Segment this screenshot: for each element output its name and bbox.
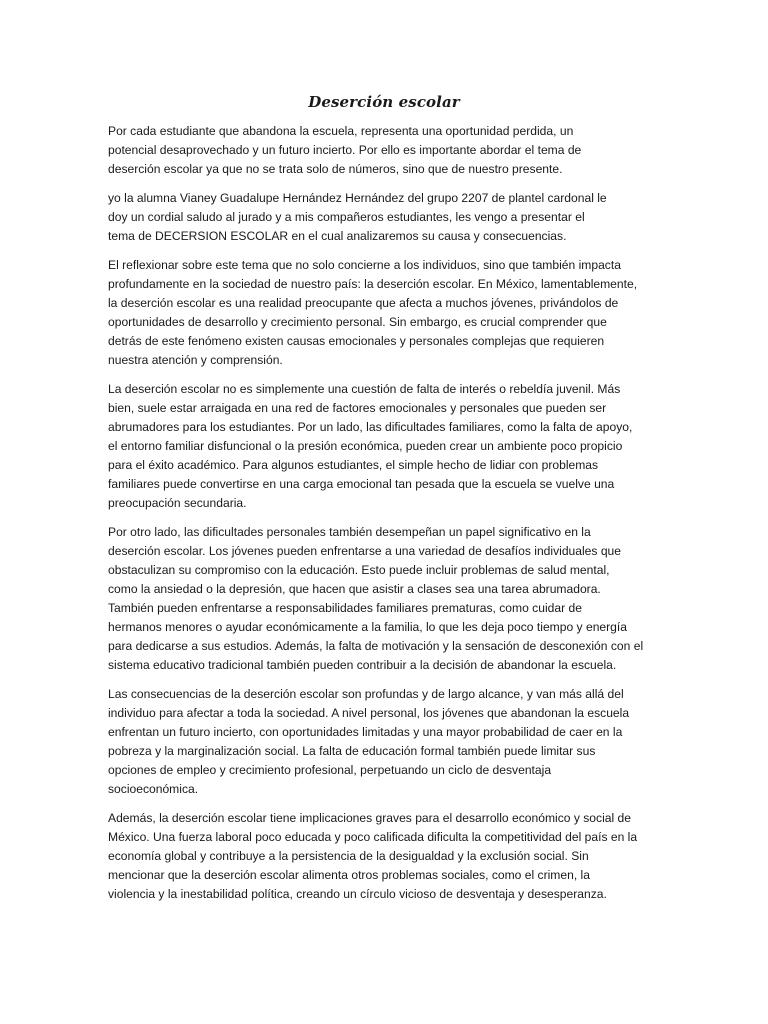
paragraph-line: También pueden enfrentarse a responsabilidades familiares prematuras, como cuidar de [108,601,582,615]
paragraph-consequences [108,685,668,799]
paragraph-line: preocupación secundaria. [108,496,247,510]
paragraph-line: hermanos menores o ayudar económicamente a la familia, lo que les deja poco tiempo y energía [108,620,627,634]
paragraph-line: para dedicarse a sus estudios. Además, la falta de motivación y la sensación de desconexión con el [108,639,644,653]
paragraph-line: deserción escolar ya que no se trata solo de números, sino que de nuestro presente. [108,162,563,176]
paragraph-line: sistema educativo tradicional también pueden contribuir a la decisión de abandonar la escuela. [108,658,617,672]
paragraph-line: México. Una fuerza laboral poco educada y poco calificada dificulta la competitividad del país en la [108,830,638,844]
document-body [108,122,668,914]
paragraph-line: nuestra atención y comprensión. [108,353,283,367]
paragraph-line: Además, la deserción escolar tiene implicaciones graves para el desarrollo económico y social de [108,811,631,825]
paragraph-line: bien, suele estar arraigada en una red de factores emocionales y personales que pueden ser [108,401,607,415]
paragraph-line: abrumadores para los estudiantes. Por un lado, las dificultades familiares, como la falta de apoyo, [108,420,633,434]
paragraph-line: Por cada estudiante que abandona la escuela, representa una oportunidad perdida, un [108,124,574,138]
paragraph-line: el entorno familiar disfuncional o la presión económica, pueden crear un ambiente poco propicio [108,439,623,453]
paragraph-line: violencia y la inestabilidad política, creando un círculo vicioso de desventaja y desesperanza. [108,887,607,901]
paragraph-line: El reflexionar sobre este tema que no solo concierne a los individuos, sino que también impacta [108,258,621,272]
paragraph-line: socioeconómica. [108,782,199,796]
paragraph-line: como la ansiedad o la depresión, que hacen que asistir a clases sea una tarea abrumadora. [108,582,601,596]
paragraph-causes [108,380,668,513]
paragraph-line: detrás de este fenómeno existen causas emocionales y personales complejas que requieren [108,334,605,348]
paragraph-line: Las consecuencias de la deserción escolar son profundas y de largo alcance, y van más allá del [108,687,624,701]
paragraph-line: individuo para afectar a toda la sociedad. A nivel personal, los jóvenes que abandonan la escuela [108,706,630,720]
paragraph-personal-difficulties [108,523,668,675]
paragraph-line: deserción escolar. Los jóvenes pueden enfrentarse a una variedad de desafíos individuales que [108,544,621,558]
paragraph-reflection [108,256,668,370]
paragraph-line: pobreza y la marginalización social. La falta de educación formal también puede limitar sus [108,744,596,758]
paragraph-line: obstaculizan su compromiso con la educación. Esto puede incluir problemas de salud mental, [108,563,610,577]
paragraph-line: enfrentan un futuro incierto, con oportunidades limitadas y una mayor probabilidad de caer en la [108,725,623,739]
paragraph-line: la deserción escolar es una realidad preocupante que afecta a muchos jóvenes, privándolos de [108,296,619,310]
paragraph-implications [108,809,668,904]
paragraph-line: tema de DECERSION ESCOLAR en el cual analizaremos su causa y consecuencias. [108,229,567,243]
paragraph-line: La deserción escolar no es simplemente una cuestión de falta de interés o rebeldía juvenil. Más [108,382,621,396]
paragraph-line: profundamente en la sociedad de nuestro país: la deserción escolar. En México, lamentablemente, [108,277,638,291]
paragraph-line: mencionar que la deserción escolar alimenta otros problemas sociales, como el crimen, la [108,868,590,882]
paragraph-line: para el éxito académico. Para algunos estudiantes, el simple hecho de lidiar con problemas [108,458,599,472]
paragraph-line: familiares puede convertirse en una carga emocional tan pesada que la escuela se vuelve una [108,477,615,491]
paragraph-line: oportunidades de desarrollo y crecimiento personal. Sin embargo, es crucial comprender que [108,315,607,329]
paragraph-intro [108,122,668,179]
paragraph-line: yo la alumna Vianey Guadalupe Hernández Hernández del grupo 2207 de plantel cardonal le [108,191,607,205]
paragraph-line: Por otro lado, las dificultades personales también desempeñan un papel significativo en la [108,525,591,539]
paragraph-line: opciones de empleo y crecimiento profesional, perpetuando un ciclo de desventaja [108,763,552,777]
document-title: Deserción escolar [308,93,460,111]
paragraph-greeting [108,189,668,246]
paragraph-line: economía global y contribuye a la persistencia de la desigualdad y la exclusión social. Sin [108,849,589,863]
paragraph-line: potencial desaprovechado y un futuro incierto. Por ello es importante abordar el tema de [108,143,582,157]
paragraph-line: doy un cordial saludo al jurado y a mis compañeros estudiantes, les vengo a presentar el [108,210,585,224]
